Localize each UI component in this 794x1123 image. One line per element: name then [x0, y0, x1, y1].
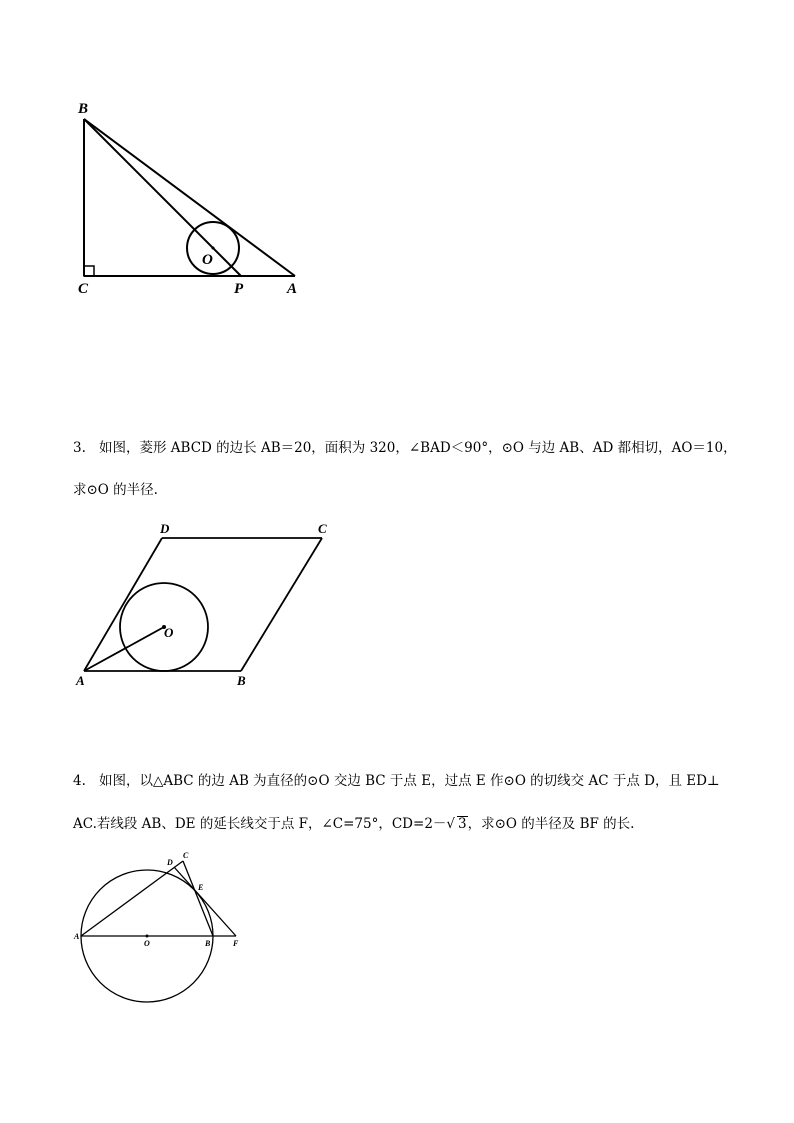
sqrt-radicand: 3 — [458, 816, 467, 832]
label-o: O — [144, 939, 150, 948]
question-4 — [73, 770, 733, 792]
label-p: P — [234, 281, 244, 297]
label-a: A — [76, 673, 85, 688]
label-f: F — [233, 939, 239, 948]
sqrt-sign: √ — [446, 816, 456, 832]
label-c: C — [183, 851, 189, 860]
label-b: B — [237, 673, 246, 688]
question-3 — [73, 437, 737, 459]
label-b: B — [78, 101, 89, 117]
label-a: A — [74, 932, 80, 941]
segment-cb — [183, 861, 213, 936]
center-o-dot — [146, 935, 149, 938]
question-3-line-2: 求⊙O 的半径. — [73, 482, 158, 498]
label-o: O — [202, 252, 213, 268]
label-c: C — [318, 521, 327, 536]
label-d: D — [160, 521, 170, 536]
label-c: C — [78, 281, 89, 297]
label-e: E — [198, 883, 204, 892]
question-3-line-1: 如图，菱形 ABCD 的边长 AB＝20，面积为 320，∠BAD＜90°，⊙O 与边 AB、AD 都相切，AO＝10， — [99, 440, 737, 456]
question-4-line-2-post: ，求⊙O 的半径及 BF 的长. — [467, 816, 635, 832]
question-4-continued — [73, 813, 733, 835]
label-d: D — [167, 858, 173, 867]
label-b: B — [205, 939, 211, 948]
question-4-line-1: 如图，以△ABC 的边 AB 为直径的⊙O 交边 BC 于点 E，过点 E 作⊙O 的切线交 AC 于点 D，且 ED⊥ — [99, 773, 720, 789]
question-4-line-2-pre: AC.若线段 AB、DE 的延长线交于点 F，∠C=75°，CD=2－ — [73, 816, 447, 832]
question-3-number: 3. — [73, 440, 86, 456]
question-4-number: 4. — [73, 773, 86, 789]
question-3-continued — [73, 479, 733, 501]
label-o: O — [164, 625, 174, 640]
segment-df — [174, 867, 236, 936]
label-a: A — [287, 281, 298, 297]
